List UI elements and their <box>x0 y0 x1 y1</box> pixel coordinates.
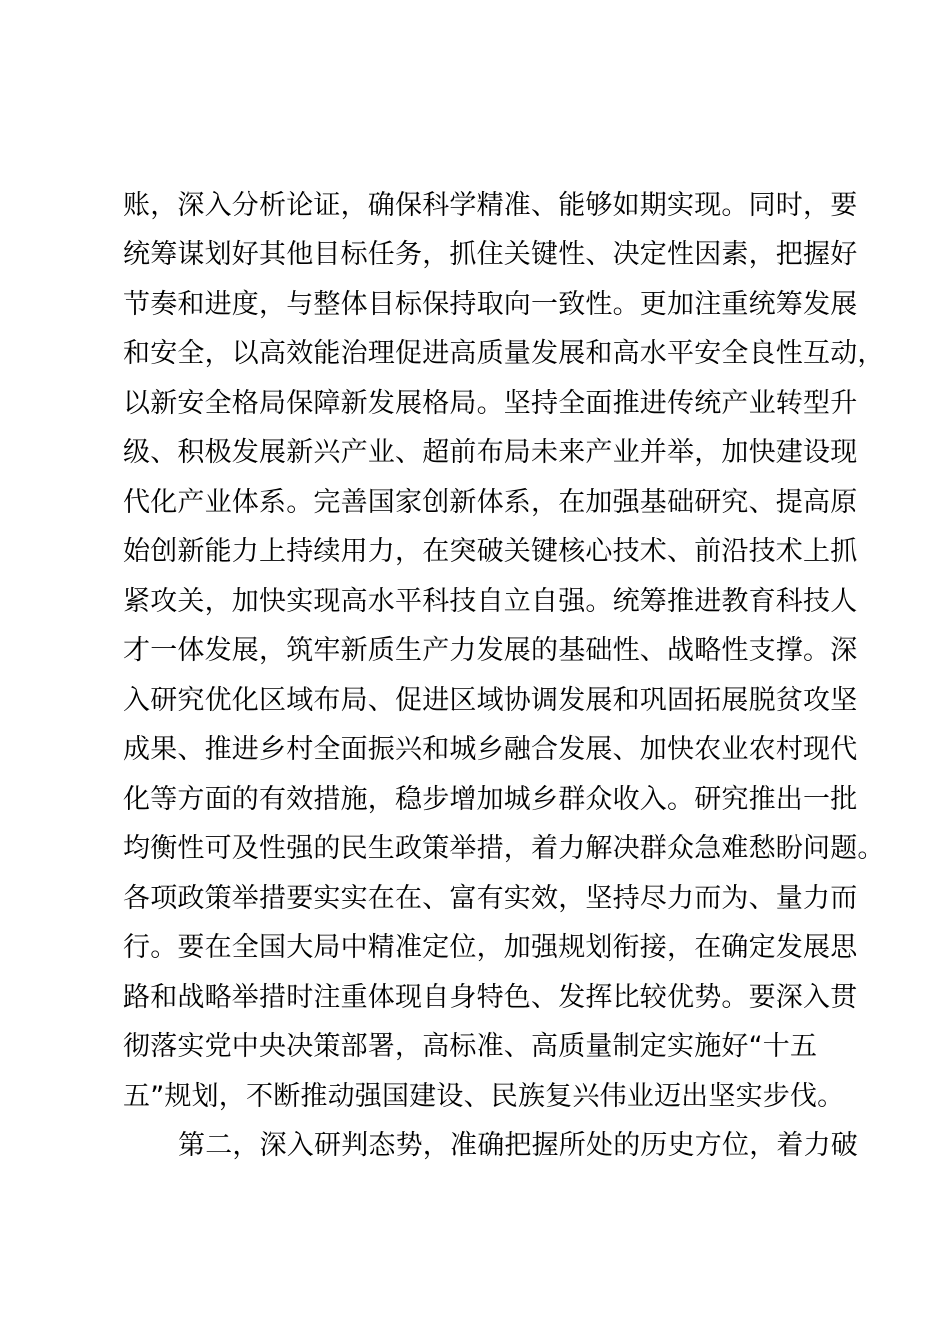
text-line: 彻落实党中央决策部署，高标准、高质量制定实施好“十五 <box>123 1031 818 1062</box>
text-line: 统筹谋划好其他目标任务，抓住关键性、决定性因素，把握好 <box>123 239 858 270</box>
text-line: 始创新能力上持续用力，在突破关键核心技术、前沿技术上抓 <box>123 536 858 567</box>
text-line: 账，深入分析论证，确保科学精准、能够如期实现。同时，要 <box>123 190 858 221</box>
text-line: 以新安全格局保障新发展格局。坚持全面推进传统产业转型升 <box>123 388 858 419</box>
text-line: 化等方面的有效措施，稳步增加城乡群众收入。研究推出一批 <box>123 784 858 815</box>
text-line: 代化产业体系。完善国家创新体系，在加强基础研究、提高原 <box>123 487 858 518</box>
text-line: 均衡性可及性强的民生政策举措，着力解决群众急难愁盼问题。 <box>123 833 885 864</box>
paragraph-first-line: 第二，深入研判态势，准确把握所处的历史方位，着力破 <box>178 1130 858 1161</box>
text-line: 级、积极发展新兴产业、超前布局未来产业并举，加快建设现 <box>123 437 858 468</box>
text-line: 入研究优化区域布局、促进区域协调发展和巩固拓展脱贫攻坚 <box>123 685 858 716</box>
text-line: 节奏和进度，与整体目标保持取向一致性。更加注重统筹发展 <box>123 289 858 320</box>
text-line: 成果、推进乡村全面振兴和城乡融合发展、加快农业农村现代 <box>123 734 858 765</box>
text-line: 路和战略举措时注重体现自身特色、发挥比较优势。要深入贯 <box>123 982 858 1013</box>
text-line: 紧攻关，加快实现高水平科技自立自强。统筹推进教育科技人 <box>123 586 858 617</box>
text-line: 各项政策举措要实实在在、富有实效，坚持尽力而为、量力而 <box>123 883 858 914</box>
text-line: 和安全，以高效能治理促进高质量发展和高水平安全良性互动， <box>123 338 885 369</box>
text-line: 五”规划，不断推动强国建设、民族复兴伟业迈出坚实步伐。 <box>123 1081 845 1112</box>
text-line: 才一体发展，筑牢新质生产力发展的基础性、战略性支撑。深 <box>123 635 858 666</box>
text-line: 行。要在全国大局中精准定位，加强规划衔接，在确定发展思 <box>123 932 858 963</box>
